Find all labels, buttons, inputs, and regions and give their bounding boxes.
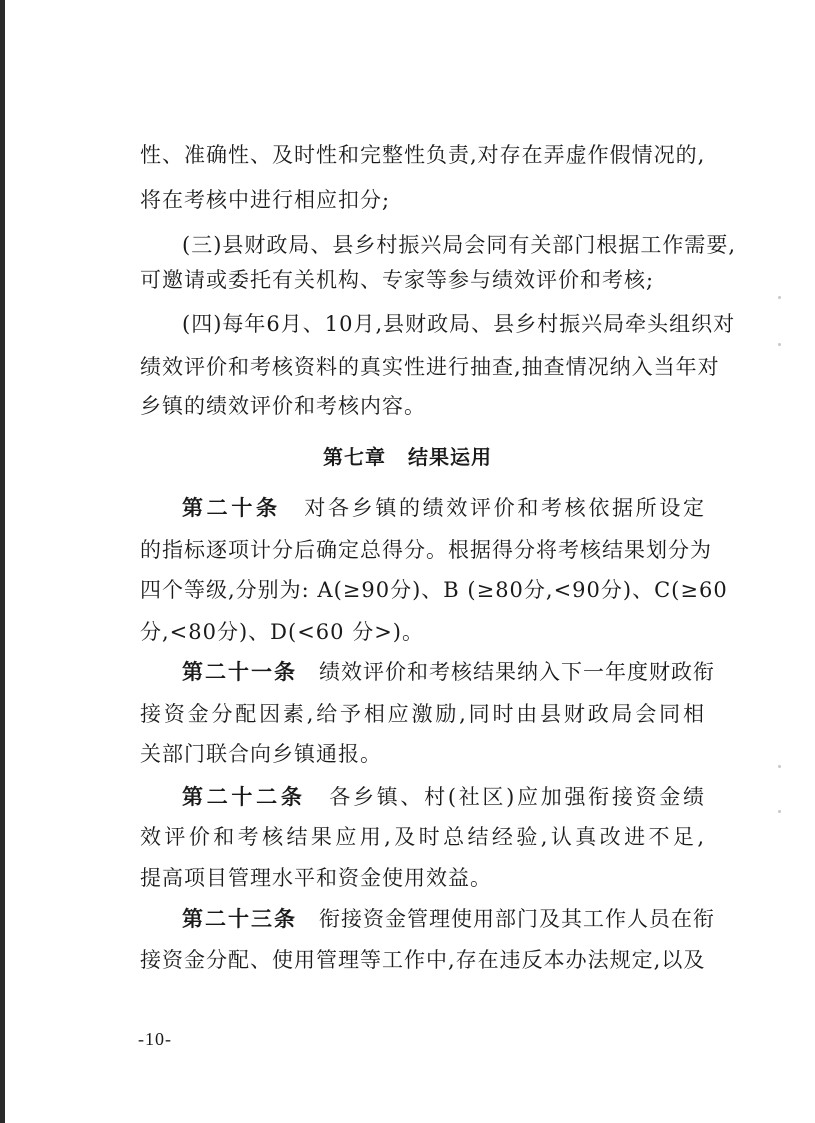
article-20-label: 第二十条 [182,496,281,520]
p2-line2: 可邀请或委托有关机构、专家等参与绩效评价和考核; [140,268,655,292]
article-20-line1 [182,496,705,522]
p1-line1: 性、准确性、及时性和完整性负责,对存在弄虚作假情况的, [140,143,706,167]
article-22-label: 第二十二条 [182,785,306,809]
article-21-line3: 关部门联合向乡镇通报。 [140,742,382,766]
article-20-line2: 的指标逐项计分后确定总得分。根据得分将考核结果划分为 [140,538,712,562]
p3-line3: 乡镇的绩效评价和考核内容。 [140,394,426,418]
article-23-text: 衔接资金管理使用部门及其工作人员在衔 [319,907,715,931]
article-23-line1 [182,907,715,933]
article-22-line3: 提高项目管理水平和资金使用效益。 [140,866,492,890]
article-20-line3: 四个等级,分别为: A(≥90分)、B (≥80分,<90分)、C(≥60 [140,578,728,602]
article-21-label: 第二十一条 [182,660,297,684]
chapter-heading [0,441,815,470]
p3-line2: 绩效评价和考核资料的真实性进行抽查,抽查情况纳入当年对 [140,355,720,379]
article-23-label: 第二十三条 [182,907,297,931]
scan-speck [778,343,781,346]
scan-speck [778,765,781,768]
p1-line2: 将在考核中进行相应扣分; [140,188,391,212]
chapter-title: 结果运用 [408,445,492,469]
scan-speck [778,296,781,299]
article-22-text: 各乡镇、村(社区)应加强衔接资金绩 [327,785,706,809]
chapter-number: 第七章 [323,445,386,469]
article-21-line2: 接资金分配因素,给予相应激励,同时由县财政局会同相 [140,702,705,726]
article-22-line2: 效评价和考核结果应用,及时总结经验,认真改进不足, [140,825,705,849]
p2-line1: (三)县财政局、县乡村振兴局会同有关部门根据工作需要, [182,233,737,257]
article-20-text: 对各乡镇的绩效评价和考核依据所设定 [302,496,706,520]
article-22-line1 [182,785,705,811]
scan-edge [0,0,5,1123]
article-20-line4: 分,<80分)、D(<60 分>)。 [140,620,424,644]
p3-line1: (四)每年6月、10月,县财政局、县乡村振兴局牵头组织对 [182,312,736,336]
article-23-line2: 接资金分配、使用管理等工作中,存在违反本办法规定,以及 [140,948,706,972]
article-21-text: 绩效评价和考核结果纳入下一年度财政衔 [319,660,715,684]
scan-speck [778,810,781,813]
page-number: -10- [138,1029,172,1049]
article-21-line1 [182,660,715,686]
